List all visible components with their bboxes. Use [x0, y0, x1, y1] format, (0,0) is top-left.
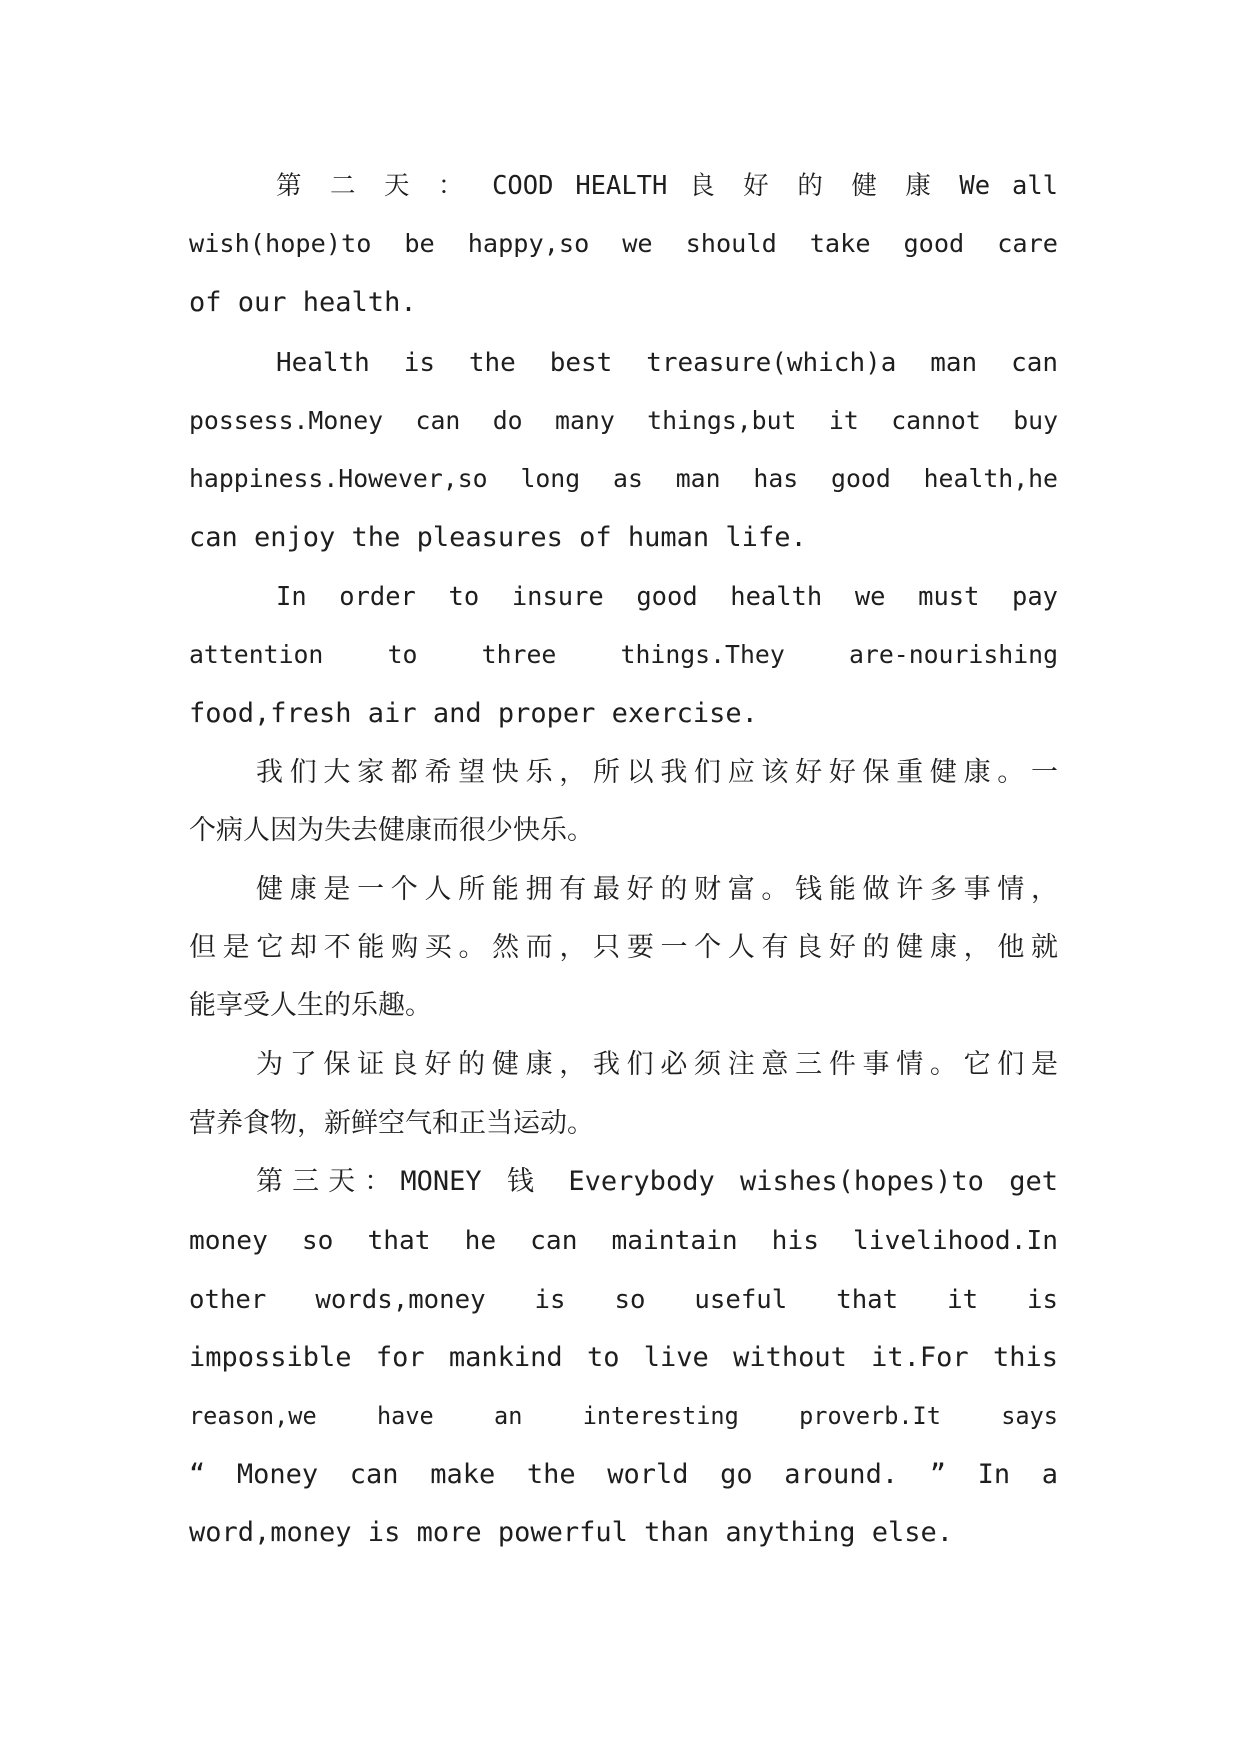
text-line: In order to insure good health we must pay	[276, 582, 1058, 612]
text-line: word,money is more powerful than anything else.	[189, 1517, 954, 1548]
text-line: 但是它却不能购买。然而，只要一个人有良好的健康，他就	[189, 932, 1058, 963]
text-line: 健康是一个人所能拥有最好的财富。钱能做许多事情，	[256, 874, 1058, 905]
text-line: reason,we have an interesting proverb.It says	[189, 1402, 1058, 1430]
text-line: 个病人因为失去健康而很少快乐。	[189, 815, 594, 846]
text-line: of our health.	[189, 287, 417, 318]
text-line: other words,money is so useful that it is	[189, 1285, 1058, 1315]
text-line: Health is the best treasure(which)a man can	[276, 348, 1058, 378]
text-line: money so that he can maintain his livelihood.In	[189, 1226, 1058, 1256]
text-line: impossible for mankind to live without it.For this	[189, 1342, 1058, 1373]
text-line: can enjoy the pleasures of human life.	[189, 522, 807, 553]
text-line: 为了保证良好的健康，我们必须注意三件事情。它们是	[256, 1049, 1058, 1080]
text-line: 我们大家都希望快乐，所以我们应该好好保重健康。一	[256, 757, 1058, 788]
text-line: possess.Money can do many things,but it cannot buy	[189, 406, 1058, 435]
text-line: happiness.However,so long as man has good health,he	[189, 464, 1058, 493]
text-line: food,fresh air and proper exercise.	[189, 698, 758, 729]
text-line: “ Money can make the world go around. ” In a	[189, 1459, 1058, 1490]
text-line: wish(hope)to be happy,so we should take good care	[189, 229, 1058, 258]
text-line: attention to three things.They are-nourishing	[189, 640, 1058, 669]
text-line: 第三天：MONEY 钱 Everybody wishes(hopes)to get	[256, 1166, 1058, 1197]
text-line: 能享受人生的乐趣。	[189, 990, 432, 1021]
text-line: 营养食物，新鲜空气和正当运动。	[189, 1108, 594, 1139]
text-line: 第 二 天 ： COOD HEALTH 良 好 的 健 康 We all	[276, 171, 1058, 201]
